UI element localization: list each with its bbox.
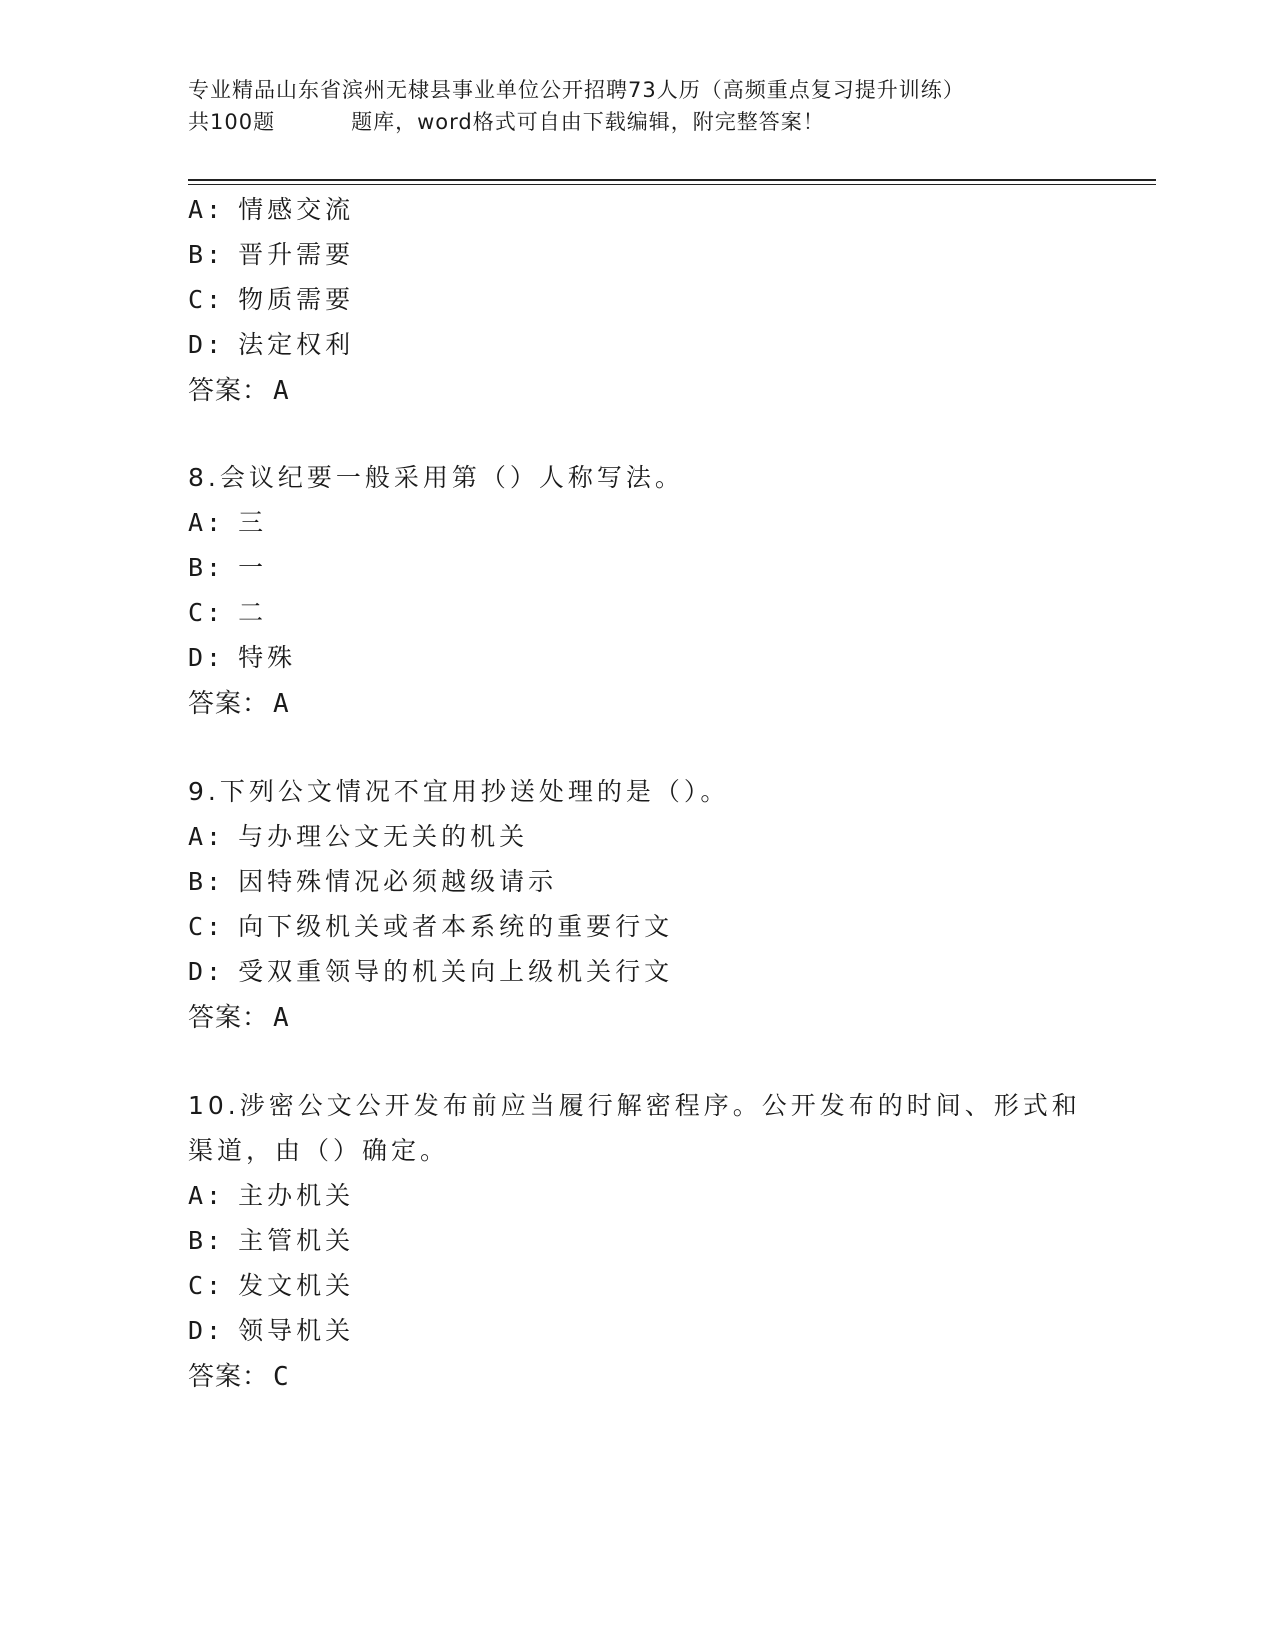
- header-question-count: 共100题: [188, 110, 276, 134]
- q7-option-c: C: 物质需要: [188, 285, 355, 314]
- header-rule-thick: [188, 179, 1156, 181]
- q10-option-d: D: 领导机关: [188, 1316, 355, 1345]
- q8-answer: 答案： A: [188, 689, 290, 719]
- q9-option-b: B: 因特殊情况必须越级请示: [188, 867, 558, 896]
- q10-answer: 答案： C: [188, 1362, 290, 1392]
- q7-option-d: D: 法定权利: [188, 330, 355, 359]
- header-title-line: 专业精品山东省滨州无棣县事业单位公开招聘73人历（高频重点复习提升训练）: [188, 78, 965, 102]
- q9-option-c: C: 向下级机关或者本系统的重要行文: [188, 912, 674, 941]
- q10-option-c: C: 发文机关: [188, 1271, 355, 1300]
- q7-option-b: B: 晋升需要: [188, 240, 355, 269]
- q10-stem-line2: 渠道，由（）确定。: [188, 1136, 450, 1165]
- header-rule-thin: [188, 184, 1156, 185]
- q9-answer: 答案： A: [188, 1003, 290, 1033]
- q10-option-b: B: 主管机关: [188, 1226, 355, 1255]
- q8-option-d: D: 特殊: [188, 643, 297, 672]
- q9-option-d: D: 受双重领导的机关向上级机关行文: [188, 957, 674, 986]
- q7-option-a: A: 情感交流: [188, 195, 355, 224]
- header-subtitle-line: [188, 106, 1148, 138]
- q8-option-b: B: 一: [188, 553, 268, 582]
- document-header: [188, 74, 1148, 138]
- q8-option-c: C: 二: [188, 598, 268, 627]
- q10-option-a: A: 主办机关: [188, 1181, 355, 1210]
- q9-stem: 9.下列公文情况不宜用抄送处理的是（）。: [188, 777, 730, 806]
- q8-stem: 8.会议纪要一般采用第（）人称写法。: [188, 463, 684, 492]
- header-description: 题库，word格式可自由下载编辑，附完整答案！: [351, 110, 825, 134]
- q9-option-a: A: 与办理公文无关的机关: [188, 822, 529, 851]
- q8-option-a: A: 三: [188, 508, 268, 537]
- q10-stem-line1: 10.涉密公文公开发布前应当履行解密程序。公开发布的时间、形式和: [188, 1091, 1081, 1120]
- q7-answer: 答案： A: [188, 376, 290, 406]
